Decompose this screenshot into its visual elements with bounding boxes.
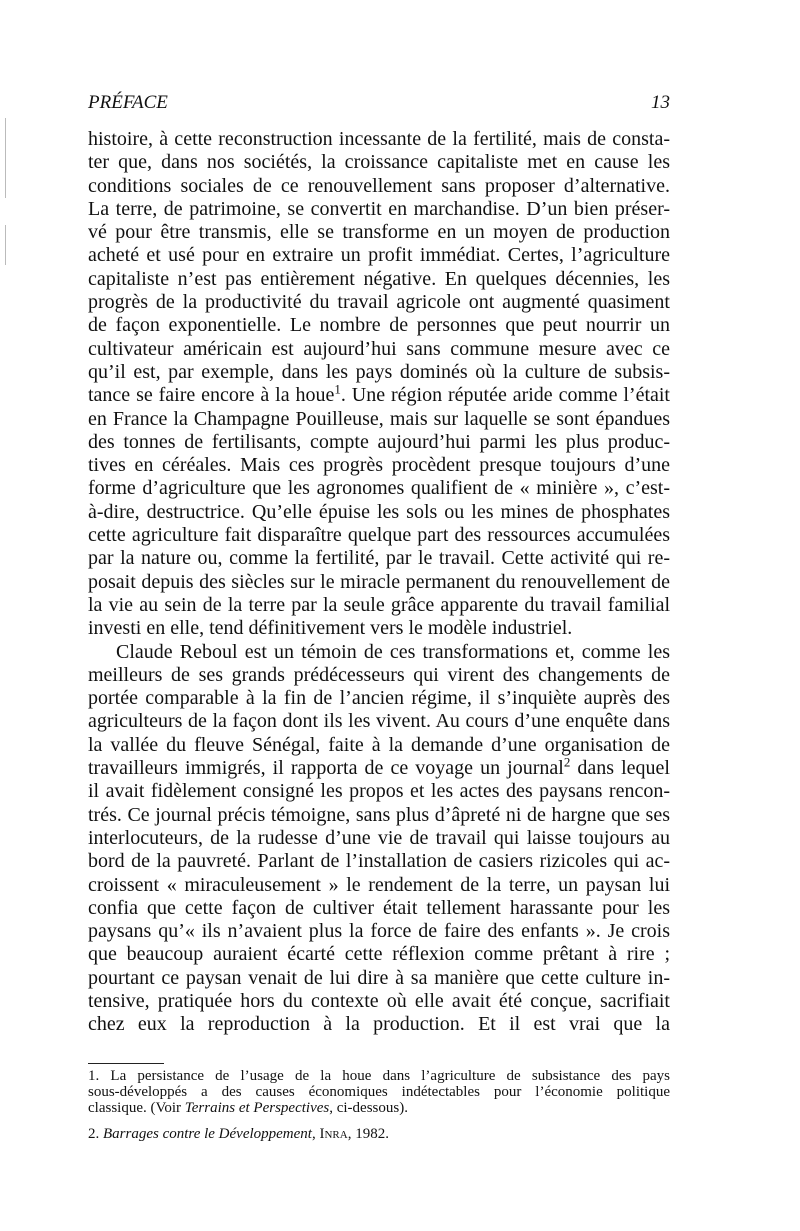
body-line (88, 268, 670, 291)
text-segment: meilleurs de ses grands prédécesseurs qui virent des changements de (88, 663, 670, 686)
text-segment: paysans qu’« ils n’avaient plus la force de faire des enfants ». Je crois (88, 920, 670, 943)
text-segment: sous-développés a des causes économiques indétectables pour l’économie politique (88, 1084, 670, 1100)
text-segment: tance se faire encore à la houe (88, 384, 335, 407)
body-line (88, 1013, 670, 1036)
body-line (88, 501, 670, 524)
body-line (88, 664, 670, 687)
footnote-line (88, 1084, 670, 1100)
text-segment: portée comparable à la fin de l’ancien régime, il s’inquiète auprès des (88, 687, 670, 710)
body-line (88, 967, 670, 990)
body-line (88, 291, 670, 314)
text-segment: cultivateur américain est aujourd’hui sans commune mesure avec ce (88, 337, 670, 360)
body-line (88, 338, 670, 361)
text-segment: . Une région réputée aride comme l’était (340, 384, 670, 407)
body-line (88, 314, 670, 337)
text-segment: classique. (Voir (88, 1100, 185, 1116)
running-header (88, 92, 670, 114)
body-line (88, 431, 670, 454)
footnote-line (88, 1068, 670, 1084)
text-segment: Claude Reboul est un témoin de ces transformations et, comme les (116, 640, 670, 663)
text-segment: Terrains et Perspectives (184, 1100, 330, 1116)
text-segment: la vallée du fleuve Sénégal, faite à la demande d’une organisation de (88, 733, 670, 756)
text-segment: cette agriculture fait disparaître quelque part des ressources accumulées (88, 524, 670, 547)
text-segment: capitaliste n’est pas entièrement négative. En quelques décennies, les (88, 267, 670, 290)
page-number: 13 (651, 92, 670, 113)
body-line (88, 617, 670, 640)
body-line (88, 827, 670, 850)
body-line (88, 381, 670, 407)
body-line (88, 943, 670, 966)
text-segment: tives en céréales. Mais ces progrès procèdent presque toujours d’une (88, 454, 670, 477)
body-line (88, 221, 670, 244)
body-line (88, 804, 670, 827)
text-segment: la vie au sein de la terre par la seule grâce apparente du travail familial (88, 593, 670, 616)
body-line (88, 780, 670, 803)
text-segment: conditions sociales de ce renouvellement sans proposer d’alternative. (88, 174, 670, 197)
body-line (88, 594, 670, 617)
body-line (88, 477, 670, 500)
body-line (88, 454, 670, 477)
body-line (88, 198, 670, 221)
text-segment: ter que, dans nos sociétés, la croissance capitaliste met en cause les (88, 151, 670, 174)
body-line (88, 408, 670, 431)
text-segment: dans lequel (570, 757, 670, 780)
text-segment: travailleurs immigrés, il rapporta de ce voyage un journal (88, 757, 564, 780)
text-segment: progrès de la productivité du travail agricole ont augmenté quasiment (88, 291, 670, 314)
body-line (88, 151, 670, 174)
text-segment: 1. La persistance de l’usage de la houe dans l’agriculture de subsistance des pays (88, 1068, 670, 1084)
text-segment: tensive, pratiquée hors du contexte où elle avait été conçue, sacrifiait (88, 989, 670, 1012)
scan-margin-mark (5, 225, 6, 265)
body-line (88, 687, 670, 710)
text-segment: confia que cette façon de cultiver était tellement harassante pour les (88, 896, 670, 919)
footnote-separator (88, 1063, 164, 1064)
body-line (88, 990, 670, 1013)
body-line (88, 175, 670, 198)
body-line (88, 128, 670, 151)
text-segment: La terre, de patrimoine, se convertit en marchandise. D’un bien préser- (88, 197, 670, 220)
text-segment: vé pour être transmis, elle se transforme en un moyen de production (88, 221, 670, 244)
body-line (88, 754, 670, 780)
text-segment: posait depuis des siècles sur le miracle permanent du renouvellement de (88, 570, 670, 593)
text-segment: qu’il est, par exemple, dans les pays dominés où la culture de subsis- (88, 360, 670, 383)
text-segment: , (311, 1126, 320, 1142)
body-line (88, 361, 670, 384)
text-segment: histoire, à cette reconstruction incessante de la fertilité, mais de consta- (88, 128, 670, 150)
text-segment: , ci-dessous). (329, 1100, 408, 1116)
body-line (88, 850, 670, 873)
text-segment: en France la Champagne Pouilleuse, mais sur laquelle se sont épandues (88, 407, 670, 430)
body-line (88, 897, 670, 920)
text-segment: acheté et usé pour en extraire un profit immédiat. Certes, l’agriculture (88, 244, 670, 267)
text-segment: Barrages contre le Développement (103, 1126, 312, 1142)
footnote-reference[interactable]: 2 (563, 754, 571, 770)
text-segment: agriculteurs de la façon dont ils les vivent. Au cours d’une enquête dans (88, 710, 670, 733)
body-line (88, 244, 670, 267)
footnote-line (88, 1126, 670, 1142)
footnote-reference[interactable]: 1 (334, 381, 341, 397)
text-segment: 2. (88, 1126, 103, 1142)
text-segment: de façon exponentielle. Le nombre de personnes que peut nourrir un (88, 314, 670, 337)
text-segment: des tonnes de fertilisants, compte aujourd’hui parmi les plus produc- (88, 430, 670, 453)
body-line (88, 524, 670, 547)
body-line (88, 641, 670, 664)
body-line (88, 734, 670, 757)
text-segment: trés. Ce journal précis témoigne, sans plus d’âpreté ni de hargne que ses (88, 803, 670, 826)
text-segment: par la nature ou, comme la fertilité, par le travail. Cette activité qui re- (88, 547, 670, 570)
text-segment: interlocuteurs, de la rudesse d’une vie de travail qui laisse toujours au (88, 826, 670, 849)
text-segment: bord de la pauvreté. Parlant de l’installation de casiers rizicoles qui ac- (88, 850, 670, 873)
body-line (88, 547, 670, 570)
running-header-title: PRÉFACE (88, 92, 168, 113)
body-line (88, 710, 670, 733)
text-segment: forme d’agriculture que les agronomes qualifient de « minière », c’est- (88, 477, 670, 500)
footnote-line (88, 1100, 670, 1116)
text-segment: Inra (319, 1126, 348, 1142)
body-line (88, 920, 670, 943)
text-segment: croissent « miraculeusement » le rendement de la terre, un paysan lui (88, 873, 670, 896)
body-line (88, 571, 670, 594)
text-segment: chez eux la reproduction à la production. Et il est vrai que la (88, 1013, 670, 1036)
scan-margin-mark (5, 118, 6, 198)
text-segment: , 1982. (347, 1126, 389, 1142)
text-segment: à-dire, destructrice. Qu’elle épuise les sols ou les mines de phosphates (88, 500, 670, 523)
text-segment: il avait fidèlement consigné les propos et les actes des paysans rencon- (88, 780, 670, 803)
text-segment: pourtant ce paysan venait de lui dire à sa manière que cette culture in- (88, 966, 670, 989)
footnotes (88, 1068, 670, 1142)
spacer (88, 1116, 670, 1126)
body-line (88, 874, 670, 897)
text-segment: que beaucoup auraient écarté cette réflexion comme prêtant à rire ; (88, 943, 670, 966)
body-text (88, 128, 670, 1037)
text-segment: investi en elle, tend définitivement vers le modèle industriel. (88, 617, 573, 640)
